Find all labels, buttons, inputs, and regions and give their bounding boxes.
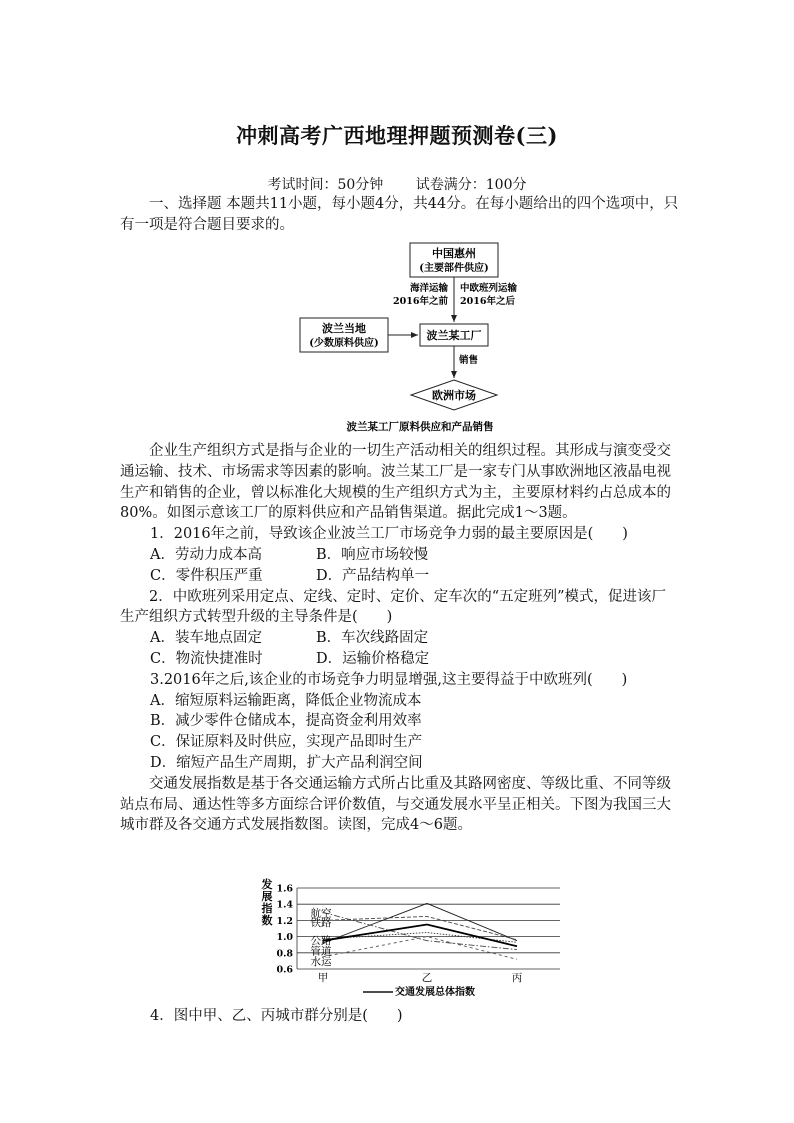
y-tick-label: 1.0 [276,932,293,944]
x-tick-label: 丙 [511,972,523,984]
x-tick-label: 乙 [421,972,433,984]
diamond-label: 欧洲市场 [432,389,476,402]
y-tick-label: 1.2 [276,915,293,927]
q2-row1 [120,628,680,649]
series-label: 航空 [310,907,332,920]
q3-option-d[interactable]: D．缩短产品生产周期，扩大产品利润空间 [150,754,423,771]
left-label-line2: 2016年之前 [393,296,448,307]
box-top-line1: 中国惠州 [432,247,476,260]
y-tick-label: 0.6 [276,964,293,976]
q1-option-a[interactable]: A．劳动力成本高 [150,546,262,563]
series-label: 铁路 [310,917,332,930]
q1-option-c[interactable]: C．零件积压严重 [150,567,263,584]
y-tick-label: 0.8 [276,948,293,960]
q2-stem: 2．中欧班列采用定点、定线、定时、定价、定车次的“五定班列”模式，促进该厂生产组织方式转型升级的主导条件是( ) [120,588,667,626]
q1-option-b[interactable]: B．响应市场较慢 [316,546,429,563]
series-line-6 [323,925,517,947]
legend-total: 交通发展总体指数 [395,987,475,998]
q3-stem: 3.2016年之后,该企业的市场竞争力明显增强,这主要得益于中欧班列( ) [150,671,628,688]
y-axis-label [261,877,273,927]
series-line-3 [323,933,517,943]
y-tick-label: 1.4 [276,899,293,911]
y-label-char: 发 [261,878,273,891]
passage2: 交通发展指数是基于各交通运输方式所占比重及其路网密度、等级比重、不同等级站点布局、通达性等多方面综合评价数值，与交通发展水平呈正相关。下图为我国三大城市群及各交通方式发展指数图。读图，完成4～6题。 [120,775,671,834]
passage1-block [120,441,680,836]
right-label-line2: 2016年之后 [460,296,515,307]
right-label-line1: 中欧班列运输 [460,283,518,294]
flowchart [280,240,540,436]
q1-row2 [120,566,680,587]
series-line-1 [323,903,517,943]
q3-option-b[interactable]: B．减少零件仓储成本，提高资金利用效率 [150,713,422,730]
q2-option-c[interactable]: C．物流快捷准时 [150,650,263,667]
q4-stem: 4．图中甲、乙、丙城市群分别是( ) [150,1008,403,1024]
q1-option-d[interactable]: D．产品结构单一 [316,567,430,584]
line-chart [255,876,575,1001]
q2-option-d[interactable]: D．运输价格稳定 [316,650,430,667]
sales-label: 销售 [459,355,479,366]
q1-stem: 1．2016年之前，导致该企业波兰工厂市场竞争力弱的最主要原因是( ) [150,526,628,543]
series-label: 水运 [310,955,332,968]
left-label-line1: 海洋运输 [409,283,448,294]
section1-block [120,194,680,236]
q1-row1 [120,545,680,566]
page-title: 冲刺高考广西地理押题预测卷(三) [236,123,558,148]
q3-option-a[interactable]: A．缩短原料运输距离，降低企业物流成本 [150,692,422,709]
y-tick-label: 1.6 [276,883,293,895]
exam-meta [0,174,794,194]
y-label-char: 数 [261,914,273,927]
exam-time: 考试时间：50分钟 [267,177,384,193]
series-line-4 [323,912,517,949]
box-left-line1: 波兰当地 [322,322,366,335]
y-label-char: 指 [261,902,273,915]
box-left-line2: (少数原料供应) [309,338,379,349]
full-score: 试卷满分：100分 [415,177,527,193]
q4-block [120,1006,680,1027]
section1-intro: 一、选择题 本题共11小题，每小题4分，共44分。在每小题给出的四个选项中，只有一项是符合题目要求的。 [120,196,679,233]
q2-option-a[interactable]: A．装车地点固定 [150,630,262,647]
y-label-char: 展 [261,890,273,903]
x-tick-label: 甲 [317,972,329,984]
series-label: 公路 [310,934,332,947]
q2-option-b[interactable]: B．车次线路固定 [316,630,429,647]
q3-option-c[interactable]: C．保证原料及时供应，实现产品即时生产 [150,734,423,751]
series-label: 管道 [310,945,332,958]
box-top-line2: (主要部件供应) [419,263,489,274]
passage1: 企业生产组织方式是指与企业的一切生产活动相关的组织过程。其形成与演变受交通运输、技术、市场需求等因素的影响。波兰某工厂是一家专门从事欧洲地区液晶电视生产和销售的企业，曾以标准化大规模的生产组织方式为主，主要原材料约占总成本的80%。如图示意该工厂的原料供应和产品销售渠道。据此完成1～3题。 [120,443,671,522]
flowchart-caption: 波兰某工厂原料供应和产品销售 [346,421,494,433]
q2-row2 [120,649,680,670]
box-center: 波兰某工厂 [426,329,482,342]
